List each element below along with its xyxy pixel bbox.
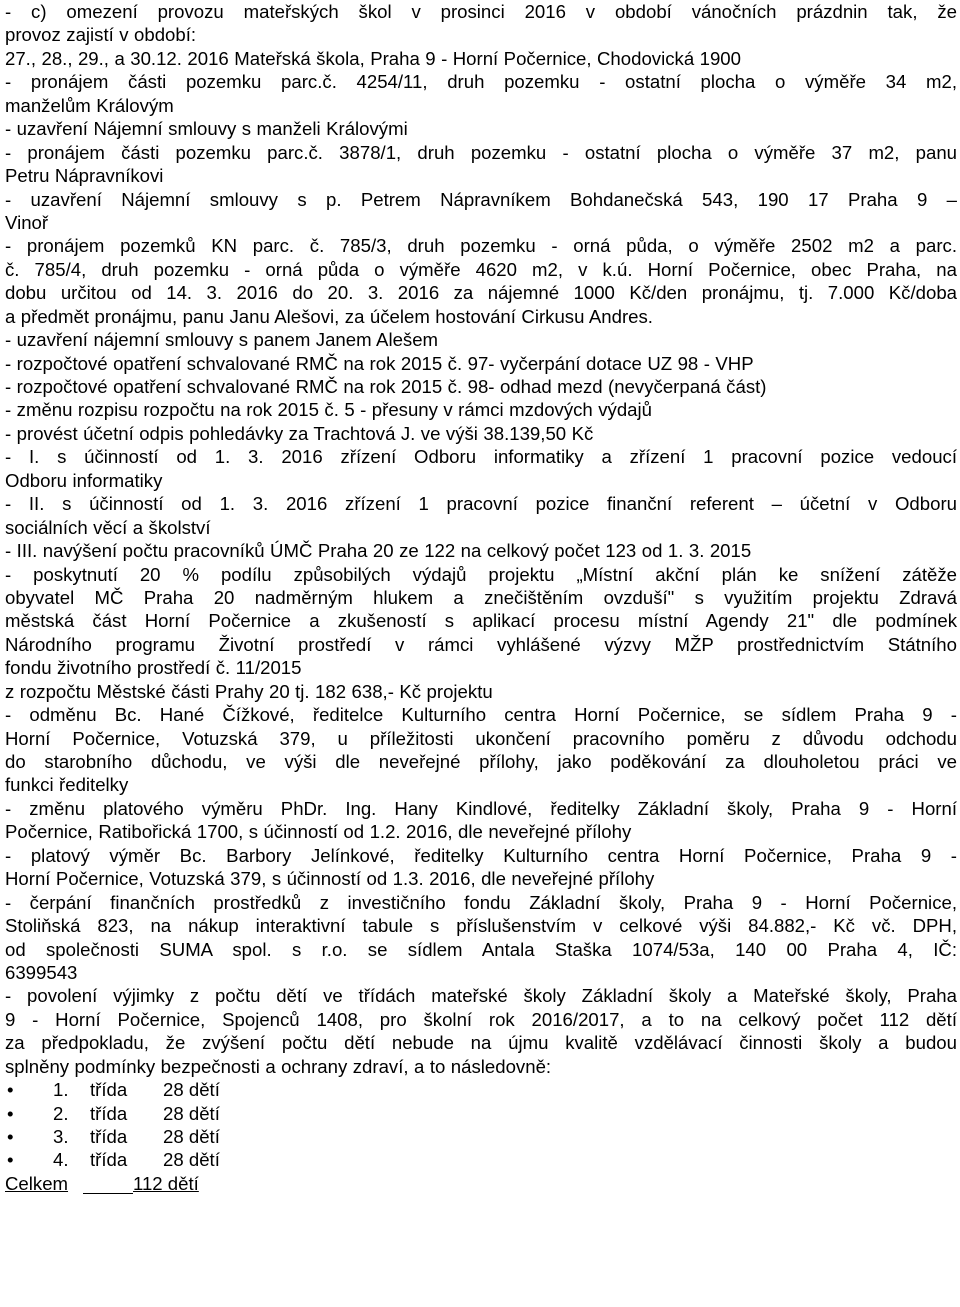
text-line: - rozpočtové opatření schvalované RMČ na rok 2015 č. 98- odhad mezd (nevyčerpaná část): [5, 376, 767, 397]
list-item: [5, 1078, 957, 1101]
class-label: třída: [90, 1079, 128, 1101]
class-label: třída: [90, 1149, 128, 1171]
text-line: fondu životního prostředí č. 11/2015: [5, 657, 302, 679]
text-line: 9 - Horní Počernice, Spojenců 1408, pro školní rok 2016/2017, a to na celkový počet 112 dětí: [5, 1008, 957, 1030]
text-line: Horní Počernice, Votuzská 379, s účinností od 1.3. 2016, dle neveřejné přílohy: [5, 868, 655, 890]
bullet-icon: •: [7, 1079, 14, 1101]
text-line: - pronájem části pozemku parc.č. 3878/1, druh pozemku - ostatní plocha o výměře 37 m2, panu: [5, 141, 957, 163]
text-line: a předmět pronájmu, panu Janu Alešovi, za účelem hostování Cirkusu Andres.: [5, 305, 653, 327]
text-line: za předpokladu, že zvýšení počtu dětí nebude na újmu kvalitě vzdělávací činnosti školy a budou: [5, 1032, 957, 1054]
text-line: - čerpání finančních prostředků z investičního fondu Základní školy, Praha 9 - Horní Počernice,: [5, 891, 957, 913]
text-line: 27., 28., 29., a 30.12. 2016 Mateřská škola, Praha 9 - Horní Počernice, Chodovická 1900: [5, 47, 741, 69]
total-value: 112 dětí: [133, 1172, 199, 1194]
document-page: [5, 0, 957, 1195]
bullet-icon: •: [7, 1126, 14, 1147]
text-line: splněny podmínky bezpečnosti a ochrany zdraví, a to následovně:: [5, 1055, 552, 1077]
text-line: - uzavření nájemní smlouvy s panem Janem Alešem: [5, 329, 439, 351]
bullet-icon: •: [7, 1102, 14, 1124]
text-line: obyvatel MČ Praha 20 nadměrným hlukem a znečištěním ovzduší" s využitím projektu Zdravá: [5, 586, 957, 608]
class-list: [5, 1078, 957, 1172]
class-count: 28 dětí: [163, 1079, 220, 1101]
total-label: Celkem: [5, 1172, 69, 1194]
text-line: - změnu rozpisu rozpočtu na rok 2015 č. 5 - přesuny v rámci mzdových výdajů: [5, 399, 652, 421]
text-line: - povolení výjimky z počtu dětí ve třídách mateřské školy Základní školy a Mateřské školy, Praha: [5, 985, 957, 1007]
class-count: 28 dětí: [163, 1149, 220, 1171]
text-line: Počernice, Ratibořická 1700, s účinností od 1.2. 2016, dle neveřejné přílohy: [5, 821, 632, 843]
text-line: od společnosti SUMA spol. s r.o. se sídlem Antala Staška 1074/53a, 140 00 Praha 4, IČ:: [5, 938, 957, 960]
list-item: [5, 1148, 957, 1171]
text-line: do starobního důchodu, ve výši dle neveřejné přílohy, jako poděkování za dlouholetou práci ve: [5, 751, 957, 772]
text-line: - změnu platového výměru PhDr. Ing. Hany Kindlové, ředitelky Základní školy, Praha 9 - Horní: [5, 797, 957, 819]
text-line: z rozpočtu Městské části Prahy 20 tj. 182 638,- Kč projektu: [5, 680, 493, 702]
document-body: [5, 0, 957, 1078]
text-line: provoz zajistí v období:: [5, 24, 197, 46]
class-number: 1.: [53, 1079, 69, 1101]
text-line: - odměnu Bc. Hané Čížkové, ředitelce Kulturního centra Horní Počernice, se sídlem Praha 9 -: [5, 704, 957, 726]
class-number: 4.: [53, 1149, 69, 1171]
text-line: - poskytnutí 20 % podílu způsobilých výdajů projektu „Místní akční plán ke snížení zátěže: [5, 563, 957, 585]
text-line: funkci ředitelky: [5, 774, 129, 796]
text-line: - provést účetní odpis pohledávky za Trachtová J. ve výši 38.139,50 Kč: [5, 422, 594, 444]
text-line: - pronájem pozemků KN parc. č. 785/3, druh pozemku - orná půda, o výměře 2502 m2 a parc.: [5, 235, 957, 257]
text-line: 6399543: [5, 961, 78, 983]
text-line: - II. s účinností od 1. 3. 2016 zřízení 1 pracovní pozice finanční referent – účetní v Odboru: [5, 493, 957, 515]
bullet-icon: •: [7, 1149, 14, 1171]
text-line: - uzavření Nájemní smlouvy s p. Petrem Nápravníkem Bohdanečská 543, 190 17 Praha 9 –: [5, 188, 957, 210]
text-line: - pronájem části pozemku parc.č. 4254/11, druh pozemku - ostatní plocha o výměře 34 m2,: [5, 71, 957, 93]
class-label: třída: [90, 1102, 128, 1124]
text-line: městská část Horní Počernice a zkušeností s aplikací procesu místní Agendy 21" dle podmínek: [5, 610, 957, 632]
list-item: [5, 1125, 957, 1148]
text-line: - platový výměr Bc. Barbory Jelínkové, ředitelky Kulturního centra Horní Počernice, Praha 9 -: [5, 844, 957, 866]
total-row: [5, 1172, 957, 1195]
class-number: 3.: [53, 1126, 69, 1147]
class-count: 28 dětí: [163, 1102, 220, 1124]
text-line: Petru Nápravníkovi: [5, 165, 164, 187]
text-line: Odboru informatiky: [5, 469, 163, 491]
text-line: Vinoř: [5, 211, 49, 233]
class-number: 2.: [53, 1102, 69, 1124]
text-line: manželům Královým: [5, 94, 174, 116]
text-line: - c) omezení provozu mateřských škol v prosinci 2016 v období vánočních prázdnin tak, že: [5, 1, 957, 22]
text-line: dobu určitou od 14. 3. 2016 do 20. 3. 2016 za nájemné 1000 Kč/den pronájmu, tj. 7.000 Kč/doba: [5, 282, 957, 304]
text-line: Stoliňská 823, na nákup interaktivní tabule s příslušenstvím v celkové výši 84.882,- Kč vč. DPH,: [5, 915, 957, 937]
text-line: Horní Počernice, Votuzská 379, u příležitosti ukončení pracovního poměru z důvodu odchodu: [5, 727, 957, 749]
text-line: - III. navýšení počtu pracovníků ÚMČ Praha 20 ze 122 na celkový počet 123 od 1. 3. 2015: [5, 540, 752, 562]
text-line: - I. s účinností od 1. 3. 2016 zřízení Odboru informatiky a zřízení 1 pracovní pozice vedoucí: [5, 446, 957, 468]
list-item: [5, 1102, 957, 1125]
total-underline-gap: [83, 1193, 133, 1194]
text-line: Národního programu Životní prostředí v rámci vyhlášené výzvy MŽP prostřednictvím Státního: [5, 633, 957, 655]
text-line: - uzavření Nájemní smlouvy s manželi Královými: [5, 118, 408, 140]
class-label: třída: [90, 1126, 128, 1147]
text-line: č. 785/4, druh pozemku - orná půda o výměře 4620 m2, v k.ú. Horní Počernice, obec Praha, na: [5, 258, 957, 280]
text-line: sociálních věcí a školství: [5, 516, 211, 538]
text-line: - rozpočtové opatření schvalované RMČ na rok 2015 č. 97- vyčerpání dotace UZ 98 - VHP: [5, 352, 754, 374]
class-count: 28 dětí: [163, 1126, 220, 1147]
